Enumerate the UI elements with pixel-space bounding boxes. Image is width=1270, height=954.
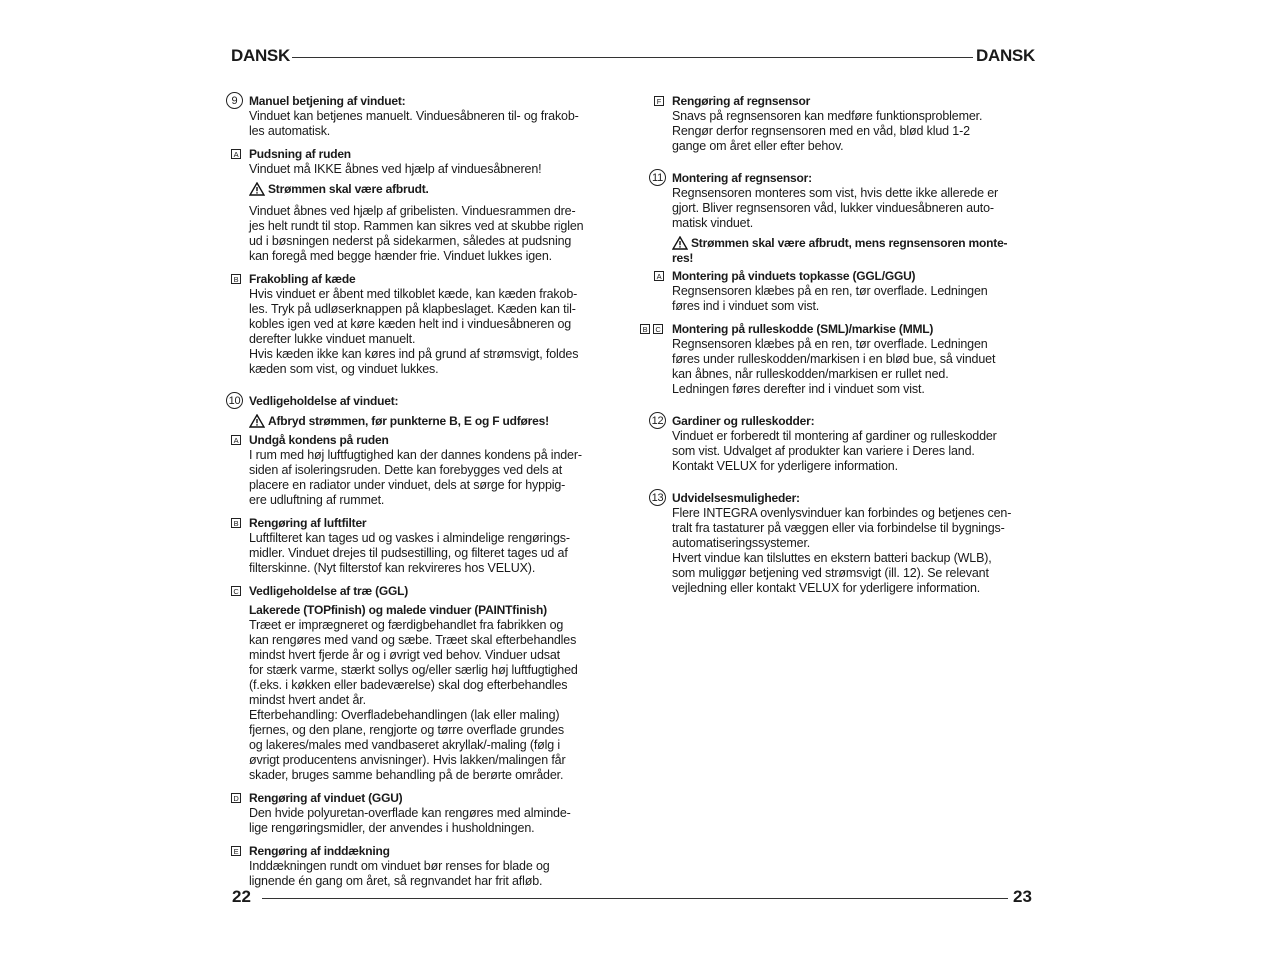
letter-badge: B: [231, 518, 241, 528]
section-10d: [233, 791, 618, 836]
section-9: [231, 94, 618, 139]
section-10c: [233, 584, 618, 783]
section-text: Vinduet kan betjenes manuelt. Vinduesåbneren til- og frakob- les automatisk.: [249, 109, 579, 138]
warning-text: Strømmen skal være afbrudt.: [268, 182, 429, 196]
letter-badge: A: [231, 435, 241, 445]
right-column: [640, 94, 1040, 596]
section-text: Hvis vinduet er åbent med tilkoblet kæde, kan kæden frakob- les. Tryk på udløserknappen på klapbeslaget. Kæden kan til- kobles igen ved at køre kæden helt ind i vinduesåbneren og derefter lukke vinduet manuelt. Hvis kæden ikke kan køres ind på grund af strømsvigt, foldes kæden som vist, og vinduet lukkes.: [249, 287, 579, 376]
section-text: Træet er imprægneret og færdigbehandlet fra fabrikken og kan rengøres med vand og sæbe. Træet skal efterbehandles mindst hvert fjerde år og i øvrigt ved behov. Vinduer udsat for stærk varme, stærkt sollys og/eller særlig høj luftfugtighed (f.eks. i køkken eller badeværelse) skal dog efterbehandles mindst hvert andet år. Efterbehandling: Overfladebehandlingen (lak eller maling) fjernes, og den plane, rengjorte og tørre overflade grundes og lakeres/males med vandbaseret akryllak/-maling (følg i øvrigt producentens anvisninger). Hvis lakken/malingen får skader, bruges samme behandling på de berørte områder.: [249, 618, 578, 782]
footer-rule: [262, 898, 1008, 899]
section-title: Rengøring af luftfilter: [249, 516, 367, 530]
section-10e: [233, 844, 618, 889]
section-13: [651, 491, 1040, 596]
section-title: Rengøring af inddækning: [249, 844, 390, 858]
letter-badge: B: [640, 324, 650, 334]
section-title: Pudsning af ruden: [249, 147, 351, 161]
section-10a: [233, 433, 618, 508]
step-number-badge: 13: [649, 489, 666, 506]
section-title: Gardiner og rulleskodder:: [672, 414, 815, 428]
header-rule: [292, 57, 973, 58]
section-12: [651, 414, 1040, 474]
section-title: Montering på vinduets topkasse (GGL/GGU): [672, 269, 916, 283]
section-text: Flere INTEGRA ovenlysvinduer kan forbindes og betjenes cen- tralt fra tastaturer på væggen eller via forbindelse til bygnings- automatiseringssystemer. Hvert vindue kan tilsluttes en ekstern batteri backup (WLB), som muliggør betjening ved strømsvigt (ill. 12). Se relevant vejledning eller kontakt VELUX for yderligere information.: [672, 506, 1012, 595]
warning-triangle-icon: [249, 414, 265, 428]
section-title: Rengøring af vinduet (GGU): [249, 791, 403, 805]
warning-text: Strømmen skal være afbrudt, mens regnsensoren monte- res!: [672, 236, 1008, 265]
warning-triangle-icon: [672, 236, 688, 250]
section-text: I rum med høj luftfugtighed kan der dannes kondens på inder- siden af isoleringsruden. Dette kan forebygges ved dels at placere en radiator under vinduet, dels at sørge for hyppig- ere udluftning af rummet.: [249, 448, 582, 507]
section-title: Vedligeholdelse af vinduet:: [249, 394, 399, 408]
warning-line: [249, 182, 618, 197]
header-right-title: DANSK: [976, 46, 1035, 65]
section-9b: [233, 272, 618, 377]
section-text: Regnsensoren monteres som vist, hvis dette ikke allerede er gjort. Bliver regnsensoren våd, lukker vinduesåbneren auto- matisk vinduet.: [672, 186, 999, 230]
section-text: Vinduet må IKKE åbnes ved hjælp af vinduesåbneren!: [249, 162, 542, 176]
section-11bc: [642, 322, 1040, 397]
section-title: Montering af regnsensor:: [672, 171, 812, 185]
letter-badge: E: [231, 846, 241, 856]
section-text: Vinduet er forberedt til montering af gardiner og rulleskodder som vist. Udvalget af produkter kan variere i Deres land. Kontakt VELUX for yderligere information.: [672, 429, 997, 473]
section-text: Inddækningen rundt om vinduet bør renses for blade og lignende én gang om året, så regnvandet har frit afløb.: [249, 859, 550, 888]
warning-line: [672, 236, 1040, 266]
header-left-title: DANSK: [231, 46, 290, 65]
section-title: Frakobling af kæde: [249, 272, 356, 286]
section-subtitle: Lakerede (TOPfinish) og malede vinduer (PAINTfinish): [249, 603, 547, 617]
warning-triangle-icon: [249, 182, 265, 196]
letter-badge: B: [231, 274, 241, 284]
letter-badge: D: [231, 793, 241, 803]
section-text: Den hvide polyuretan-overflade kan rengøres med alminde- lige rengøringsmidler, der anvendes i husholdningen.: [249, 806, 571, 835]
section-10b: [233, 516, 618, 576]
section-text: Luftfilteret kan tages ud og vaskes i almindelige rengørings- midler. Vinduet drejes til pudsestilling, og filteret tages ud af filterskinne. (Nyt filterstof kan rekvireres hos VELUX).: [249, 531, 570, 575]
step-number-badge: 10: [226, 392, 243, 409]
page-number-right: 23: [1013, 887, 1032, 906]
letter-badge: A: [231, 149, 241, 159]
section-11a: [656, 269, 1040, 314]
section-10: [228, 394, 618, 429]
section-9a: [233, 147, 618, 264]
step-number-badge: 11: [649, 169, 666, 186]
page-number-left: 22: [232, 887, 251, 906]
left-column: [226, 94, 618, 889]
section-title: Manuel betjening af vinduet:: [249, 94, 406, 108]
section-text-2: Vinduet åbnes ved hjælp af gribelisten. Vinduesrammen dre- jes helt rundt til stop. Rammen kan sikres ved at skubbe riglen ud i bøsningen nederst på sidekarmen, således at pudsning kan foregå med begge hænder frie. Vinduet lukkes igen.: [249, 204, 584, 263]
letter-badge-pair: [640, 324, 663, 334]
section-title: Rengøring af regnsensor: [672, 94, 811, 108]
letter-badge: C: [653, 324, 663, 334]
section-title: Montering på rulleskodde (SML)/markise (MML): [672, 322, 934, 336]
letter-badge: F: [654, 96, 664, 106]
letter-badge: C: [231, 586, 241, 596]
step-number-badge: 9: [226, 92, 243, 109]
section-11: [651, 171, 1040, 266]
section-text: Regnsensoren klæbes på en ren, tør overflade. Ledningen føres ind i vinduet som vist.: [672, 284, 988, 313]
step-number-badge: 12: [649, 412, 666, 429]
section-title: Vedligeholdelse af træ (GGL): [249, 584, 409, 598]
section-text: Regnsensoren klæbes på en ren, tør overflade. Ledningen føres under rulleskodden/markisen i en blød bue, så vinduet kan åbnes, når rulleskodden/markisen er rullet ned. Ledningen føres derefter ind i vinduet som vist.: [672, 337, 996, 396]
section-title: Udvidelsesmuligheder:: [672, 491, 800, 505]
warning-text: Afbryd strømmen, før punkterne B, E og F udføres!: [268, 414, 549, 428]
section-text: Snavs på regnsensoren kan medføre funktionsproblemer. Rengør derfor regnsensoren med en våd, blød klud 1-2 gange om året eller efter behov.: [672, 109, 983, 153]
letter-badge: A: [654, 271, 664, 281]
warning-line: [249, 414, 618, 429]
section-title: Undgå kondens på ruden: [249, 433, 389, 447]
section-10f: [656, 94, 1040, 154]
